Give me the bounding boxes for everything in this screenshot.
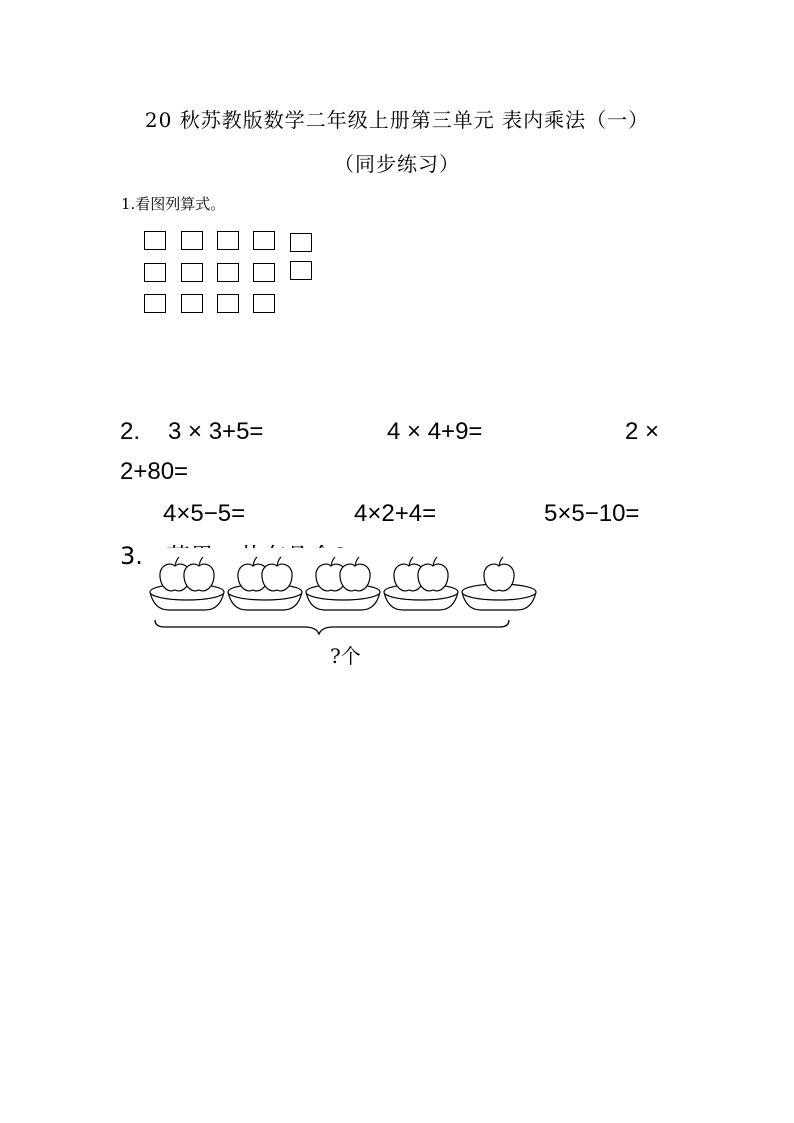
square [217,294,239,313]
apple-plates-illustration [145,548,555,643]
expression-4: 4×5−5= [163,500,246,527]
square [253,231,275,250]
expression-6: 5×5−10= [544,500,640,527]
expression-3-start: 2 × [625,418,660,445]
square [144,294,166,313]
square [290,233,312,252]
square [181,231,203,250]
question-3-number: 3. [120,542,143,570]
square [253,263,275,282]
page-subtitle: （同步练习） [334,152,460,176]
total-caption: ?个 [330,644,361,668]
square [217,263,239,282]
square [181,294,203,313]
square [253,294,275,313]
expression-3-end: 2+80= [120,458,189,485]
square [290,261,312,280]
square [181,263,203,282]
brace [155,620,509,634]
square [144,231,166,250]
expression-5: 4×2+4= [354,500,437,527]
question-1-label: 1.看图列算式。 [121,195,226,213]
expression-2: 4 × 4+9= [387,418,483,445]
page-title: 20 秋苏教版数学二年级上册第三单元 表内乘法（一） [144,108,650,132]
square [217,231,239,250]
question-2-number: 2. [120,418,141,445]
expression-1: 3 × 3+5= [168,418,264,445]
square [144,263,166,282]
square-grid [144,231,324,321]
